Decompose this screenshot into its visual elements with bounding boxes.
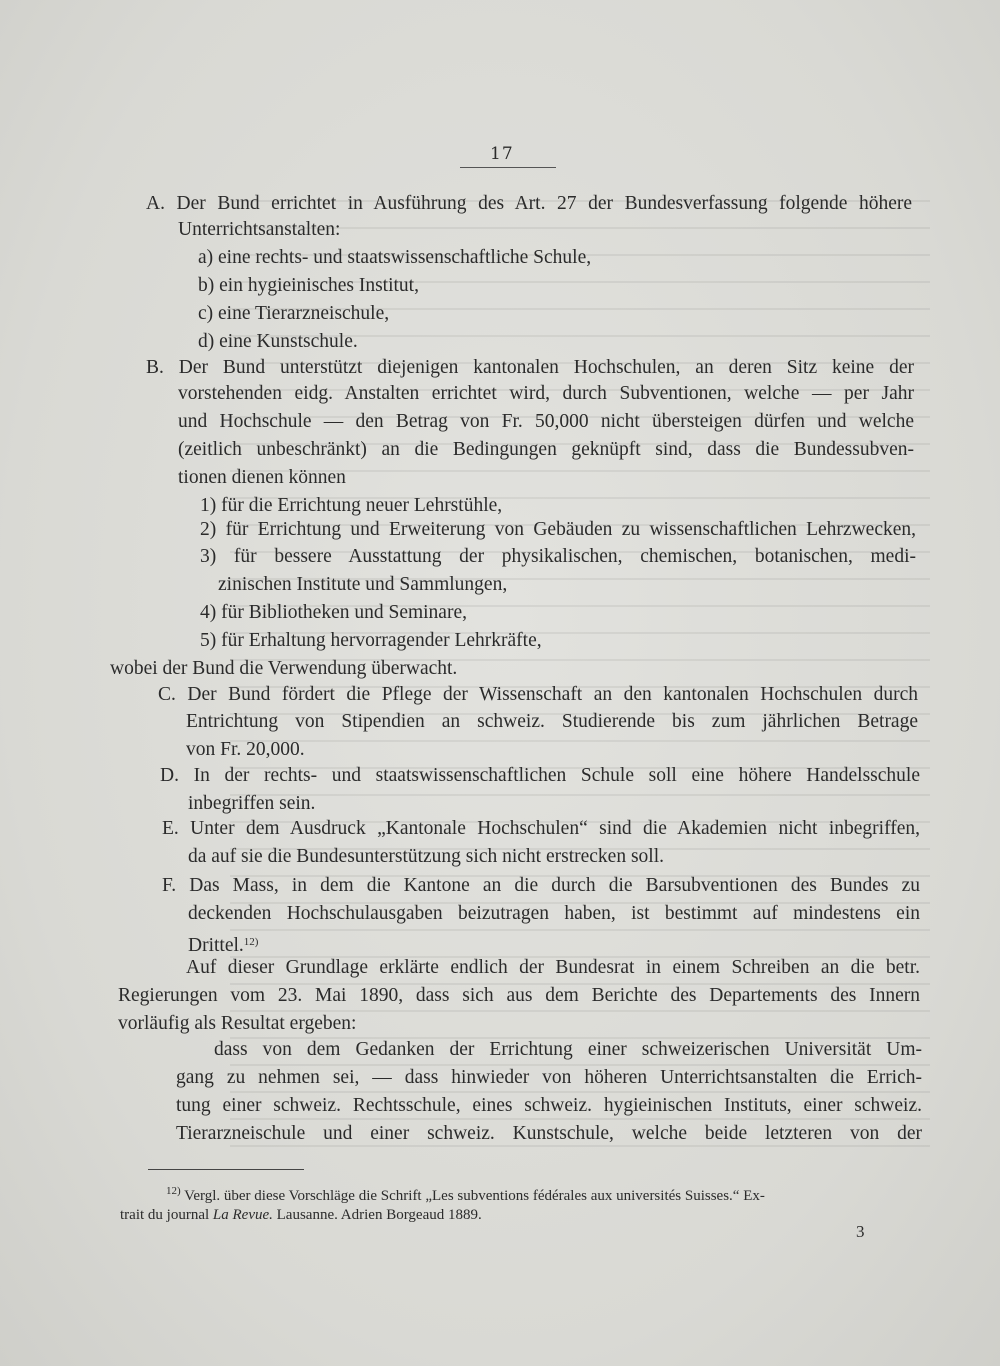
footnote-text: Vergl. über diese Vorschläge die Schrift „Les subventions fédérales aux universités Suisses.“ Ex- — [184, 1188, 765, 1204]
text-line: Regierungen vom 23. Mai 1890, dass sich aus dem Berichte des Departements des Innern — [118, 985, 920, 1006]
text-line: vorstehenden eidg. Anstalten errichtet wird, durch Subventionen, welche — per Jahr — [178, 383, 914, 404]
list-item: d) eine Kunstschule. — [198, 331, 358, 352]
page-number: 17 — [490, 144, 514, 164]
list-item: b) ein hygieinisches Institut, — [198, 275, 419, 296]
text-line: Unterrichtsanstalten: — [178, 219, 341, 240]
text-line: tionen dienen können — [178, 467, 346, 488]
signature-mark: 3 — [856, 1222, 865, 1241]
footnote-journal-title: La Revue. — [212, 1207, 273, 1223]
text-line: von Fr. 20,000. — [186, 739, 305, 760]
footnote-reference: 12) — [243, 936, 259, 948]
footnote-text: trait du journal — [120, 1207, 213, 1223]
text-line: F. Das Mass, in dem die Kantone an die durch die Barsubventionen des Bundes zu — [162, 875, 920, 896]
text-line: Entrichtung von Stipendien an schweiz. Studierende bis zum jährlichen Betrage — [186, 711, 918, 732]
text-line: Auf dieser Grundlage erklärte endlich der Bundesrat in einem Schreiben an die betr. — [186, 957, 920, 978]
text-line: inbegriffen sein. — [188, 793, 316, 814]
footnote-line — [120, 1205, 482, 1225]
text-line — [188, 930, 258, 958]
text-line: D. In der rechts- und staatswissenschaftlichen Schule soll eine höhere Handelsschule — [160, 765, 920, 786]
footnote-mark: 12) — [166, 1185, 181, 1197]
list-item: 1) für die Errichtung neuer Lehrstühle, — [200, 495, 503, 516]
text-line: deckenden Hochschulausgaben beizutragen haben, ist bestimmt auf mindestens ein — [188, 903, 920, 924]
list-item: 5) für Erhaltung hervorragender Lehrkräfte, — [200, 630, 542, 651]
list-item: 2) für Errichtung und Erweiterung von Gebäuden zu wissenschaftlichen Lehrzwecken, — [200, 519, 916, 540]
footnote-line — [166, 1181, 765, 1206]
text-line: zinischen Institute und Sammlungen, — [218, 574, 508, 595]
text-line: A. Der Bund errichtet in Ausführung des Art. 27 der Bundesverfassung folgende höhere — [146, 193, 912, 214]
text-line: C. Der Bund fördert die Pflege der Wissenschaft an den kantonalen Hochschulen durch — [158, 684, 918, 705]
text-line: E. Unter dem Ausdruck „Kantonale Hochschulen“ sind die Akademien nicht inbegriffen, — [162, 818, 920, 839]
text-line: dass von dem Gedanken der Errichtung einer schweizerischen Universität Um- — [214, 1039, 922, 1060]
text-line-content: Drittel. — [188, 935, 244, 956]
text-line: gang zu nehmen sei, — dass hinwieder von höheren Unterrichtsanstalten die Errich- — [176, 1067, 922, 1088]
footnote-rule — [148, 1169, 304, 1170]
text-line: tung einer schweiz. Rechtsschule, eines schweiz. hygieinischen Instituts, einer schweiz. — [176, 1095, 922, 1116]
list-item: 4) für Bibliotheken und Seminare, — [200, 602, 467, 623]
text-line: Tierarzneischule und einer schweiz. Kunstschule, welche beide letzteren von der — [176, 1123, 922, 1144]
list-item: c) eine Tierarzneischule, — [198, 303, 390, 324]
text-line: (zeitlich unbeschränkt) an die Bedingungen geknüpft sind, dass die Bundessubven- — [178, 439, 914, 460]
text-line: B. Der Bund unterstützt diejenigen kantonalen Hochschulen, an deren Sitz keine der — [146, 357, 914, 378]
text-line: wobei der Bund die Verwendung überwacht. — [110, 658, 458, 679]
list-item: 3) für bessere Ausstattung der physikalischen, chemischen, botanischen, medi- — [200, 546, 916, 567]
text-line: da auf sie die Bundesunterstützung sich nicht erstrecken soll. — [188, 846, 664, 867]
footnote-text: Lausanne. Adrien Borgeaud 1889. — [272, 1207, 482, 1223]
text-line: vorläufig als Resultat ergeben: — [118, 1013, 357, 1034]
text-line: und Hochschule — den Betrag von Fr. 50,000 nicht übersteigen dürfen und welche — [178, 411, 914, 432]
list-item: a) eine rechts- und staatswissenschaftliche Schule, — [198, 247, 592, 268]
